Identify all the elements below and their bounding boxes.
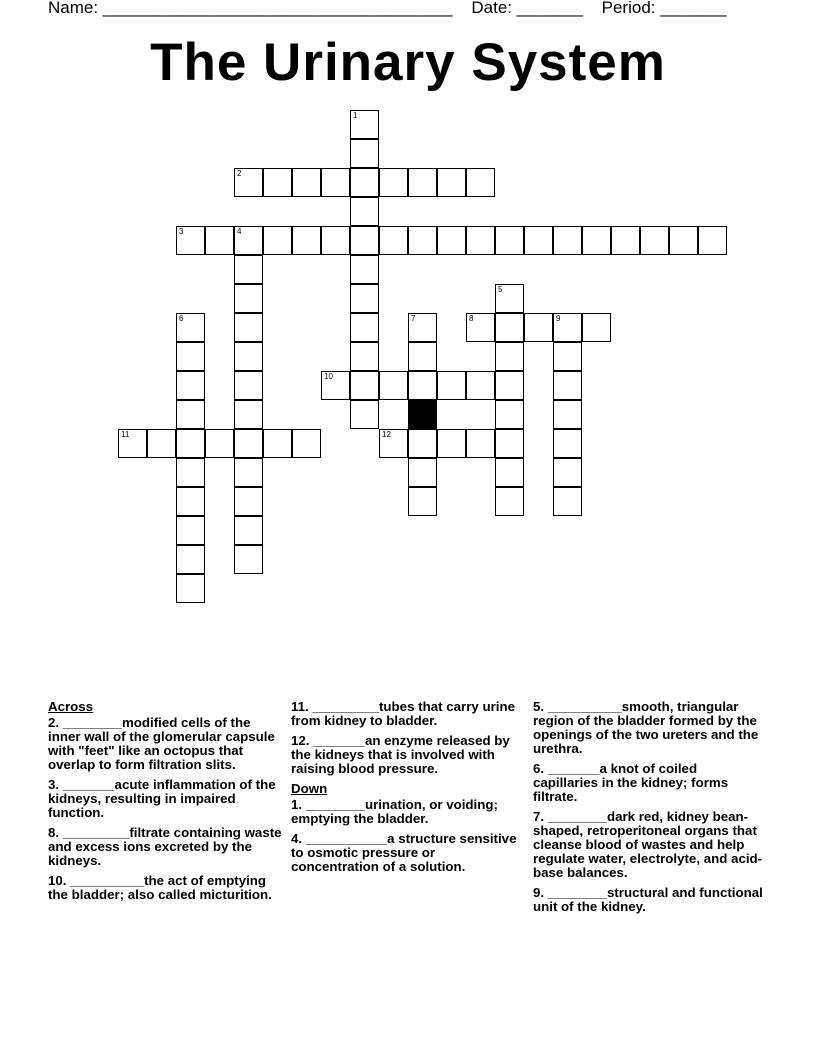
grid-cell[interactable] bbox=[553, 342, 582, 371]
grid-cell[interactable] bbox=[466, 226, 495, 255]
clue-number: 6 bbox=[179, 314, 184, 323]
clue-item: 8. _________filtrate containing waste and excess ions excreted by the kidneys. bbox=[48, 825, 282, 868]
grid-cell[interactable] bbox=[176, 342, 205, 371]
grid-cell[interactable] bbox=[292, 429, 321, 458]
grid-cell[interactable] bbox=[321, 226, 350, 255]
grid-cell[interactable] bbox=[350, 139, 379, 168]
grid-cell[interactable] bbox=[205, 429, 234, 458]
grid-cell[interactable] bbox=[205, 226, 234, 255]
grid-cell[interactable] bbox=[234, 458, 263, 487]
clue-section-heading: Down bbox=[291, 781, 328, 796]
grid-cell[interactable] bbox=[350, 342, 379, 371]
grid-cell[interactable] bbox=[408, 226, 437, 255]
clue-item: 6. _______a knot of coiled capillaries in the kidney; forms filtrate. bbox=[533, 761, 729, 804]
grid-cell[interactable] bbox=[321, 168, 350, 197]
grid-black-cell bbox=[408, 400, 437, 429]
clue-item: 2. ________modified cells of the inner wall of the glomerular capsule with "feet" like an octopus that overlap to form filtration slits. bbox=[48, 715, 275, 772]
grid-cell[interactable] bbox=[408, 313, 437, 342]
grid-cell[interactable] bbox=[466, 371, 495, 400]
grid-cell[interactable] bbox=[118, 429, 147, 458]
grid-cell[interactable] bbox=[495, 400, 524, 429]
grid-cell[interactable] bbox=[176, 313, 205, 342]
grid-cell[interactable] bbox=[379, 371, 408, 400]
grid-cell[interactable] bbox=[234, 516, 263, 545]
clue-number: 9 bbox=[556, 314, 561, 323]
grid-cell[interactable] bbox=[553, 371, 582, 400]
page-title: The Urinary System bbox=[150, 33, 666, 92]
grid-cell[interactable] bbox=[524, 226, 553, 255]
grid-cell[interactable] bbox=[408, 371, 437, 400]
clue-number: 12 bbox=[382, 430, 391, 439]
grid-cell[interactable] bbox=[234, 342, 263, 371]
grid-cell[interactable] bbox=[495, 313, 524, 342]
grid-cell[interactable] bbox=[495, 429, 524, 458]
grid-cell[interactable] bbox=[408, 342, 437, 371]
grid-cell[interactable] bbox=[263, 429, 292, 458]
grid-cell[interactable] bbox=[321, 371, 350, 400]
grid-cell[interactable] bbox=[176, 574, 205, 603]
grid-cell[interactable] bbox=[466, 313, 495, 342]
clue-number: 11 bbox=[121, 430, 130, 439]
clue-number: 10 bbox=[324, 372, 333, 381]
name-field[interactable]: Name: _____________________________________ bbox=[48, 0, 453, 17]
clue-number: 4 bbox=[237, 227, 242, 236]
clue-number: 7 bbox=[411, 314, 416, 323]
clue-item: 3. _______acute inflammation of the kidneys, resulting in impaired function. bbox=[48, 777, 276, 820]
grid-cell[interactable] bbox=[292, 226, 321, 255]
grid-cell[interactable] bbox=[234, 255, 263, 284]
grid-cell[interactable] bbox=[350, 284, 379, 313]
grid-cell[interactable] bbox=[553, 487, 582, 516]
clue-number: 1 bbox=[353, 111, 358, 120]
grid-cell[interactable] bbox=[350, 168, 379, 197]
grid-cell[interactable] bbox=[669, 226, 698, 255]
grid-cell[interactable] bbox=[147, 429, 176, 458]
clues-column-2 bbox=[291, 700, 526, 880]
clue-number: 2 bbox=[237, 169, 242, 178]
grid-cell[interactable] bbox=[176, 458, 205, 487]
grid-cell[interactable] bbox=[350, 255, 379, 284]
clue-number: 5 bbox=[498, 285, 503, 294]
clue-item: 9. ________structural and functional unit of the kidney. bbox=[533, 885, 763, 914]
grid-cell[interactable] bbox=[350, 371, 379, 400]
grid-cell[interactable] bbox=[263, 168, 292, 197]
grid-cell[interactable] bbox=[176, 545, 205, 574]
grid-cell[interactable] bbox=[553, 400, 582, 429]
grid-cell[interactable] bbox=[176, 429, 205, 458]
grid-cell[interactable] bbox=[350, 313, 379, 342]
grid-cell[interactable] bbox=[553, 313, 582, 342]
grid-cell[interactable] bbox=[350, 110, 379, 139]
period-field[interactable]: Period: _______ bbox=[601, 0, 727, 17]
grid-cell[interactable] bbox=[466, 168, 495, 197]
grid-cell[interactable] bbox=[234, 284, 263, 313]
grid-cell[interactable] bbox=[524, 313, 553, 342]
grid-cell[interactable] bbox=[466, 429, 495, 458]
date-field[interactable]: Date: _______ bbox=[471, 0, 583, 17]
grid-cell[interactable] bbox=[495, 342, 524, 371]
grid-cell[interactable] bbox=[698, 226, 727, 255]
grid-cell[interactable] bbox=[640, 226, 669, 255]
grid-cell[interactable] bbox=[437, 429, 466, 458]
grid-cell[interactable] bbox=[495, 458, 524, 487]
grid-cell[interactable] bbox=[553, 458, 582, 487]
grid-cell[interactable] bbox=[582, 313, 611, 342]
grid-cell[interactable] bbox=[234, 168, 263, 197]
clue-item: 7. ________dark red, kidney bean-shaped, retroperitoneal organs that cleanse blood of wastes and help regulate water, electrolyte, and acid-base balances. bbox=[533, 809, 763, 880]
clue-item: 4. ___________a structure sensitive to osmotic pressure or concentration of a solution. bbox=[291, 831, 517, 874]
grid-cell[interactable] bbox=[234, 371, 263, 400]
clue-number: 8 bbox=[469, 314, 474, 323]
grid-cell[interactable] bbox=[176, 487, 205, 516]
grid-cell[interactable] bbox=[234, 429, 263, 458]
grid-cell[interactable] bbox=[263, 226, 292, 255]
grid-cell[interactable] bbox=[611, 226, 640, 255]
grid-cell[interactable] bbox=[176, 400, 205, 429]
grid-cell[interactable] bbox=[437, 168, 466, 197]
clue-item: 1. ________urination, or voiding; emptying the bladder. bbox=[291, 797, 498, 826]
grid-cell[interactable] bbox=[379, 168, 408, 197]
grid-cell[interactable] bbox=[495, 371, 524, 400]
grid-cell[interactable] bbox=[350, 197, 379, 226]
clue-item: 5. __________smooth, triangular region of the bladder formed by the openings of the two ureters and the urethra. bbox=[533, 699, 759, 756]
clues-column-3 bbox=[533, 700, 763, 920]
grid-cell[interactable] bbox=[495, 487, 524, 516]
grid-cell[interactable] bbox=[553, 226, 582, 255]
grid-cell[interactable] bbox=[408, 458, 437, 487]
grid-cell[interactable] bbox=[292, 168, 321, 197]
grid-cell[interactable] bbox=[437, 371, 466, 400]
grid-cell[interactable] bbox=[234, 313, 263, 342]
clue-item: 11. _________tubes that carry urine from kidney to bladder. bbox=[291, 699, 515, 728]
grid-cell[interactable] bbox=[234, 545, 263, 574]
grid-cell[interactable] bbox=[234, 400, 263, 429]
clue-item: 10. __________the act of emptying the bladder; also called micturition. bbox=[48, 873, 272, 902]
grid-cell[interactable] bbox=[379, 429, 408, 458]
grid-cell[interactable] bbox=[350, 226, 379, 255]
grid-cell[interactable] bbox=[176, 516, 205, 545]
clue-section-heading: Across bbox=[48, 699, 94, 714]
clues-column-1 bbox=[48, 700, 283, 908]
grid-cell[interactable] bbox=[379, 226, 408, 255]
grid-cell[interactable] bbox=[408, 487, 437, 516]
grid-cell[interactable] bbox=[437, 226, 466, 255]
grid-cell[interactable] bbox=[553, 429, 582, 458]
grid-cell[interactable] bbox=[495, 284, 524, 313]
grid-cell[interactable] bbox=[234, 487, 263, 516]
grid-cell[interactable] bbox=[176, 226, 205, 255]
clue-item: 12. _______an enzyme released by the kidneys that is involved with raising blood pressure. bbox=[291, 733, 510, 776]
grid-cell[interactable] bbox=[582, 226, 611, 255]
grid-cell[interactable] bbox=[408, 429, 437, 458]
grid-cell[interactable] bbox=[408, 168, 437, 197]
grid-cell[interactable] bbox=[176, 371, 205, 400]
grid-cell[interactable] bbox=[350, 400, 379, 429]
grid-cell[interactable] bbox=[234, 226, 263, 255]
clue-number: 3 bbox=[179, 227, 184, 236]
grid-cell[interactable] bbox=[495, 226, 524, 255]
